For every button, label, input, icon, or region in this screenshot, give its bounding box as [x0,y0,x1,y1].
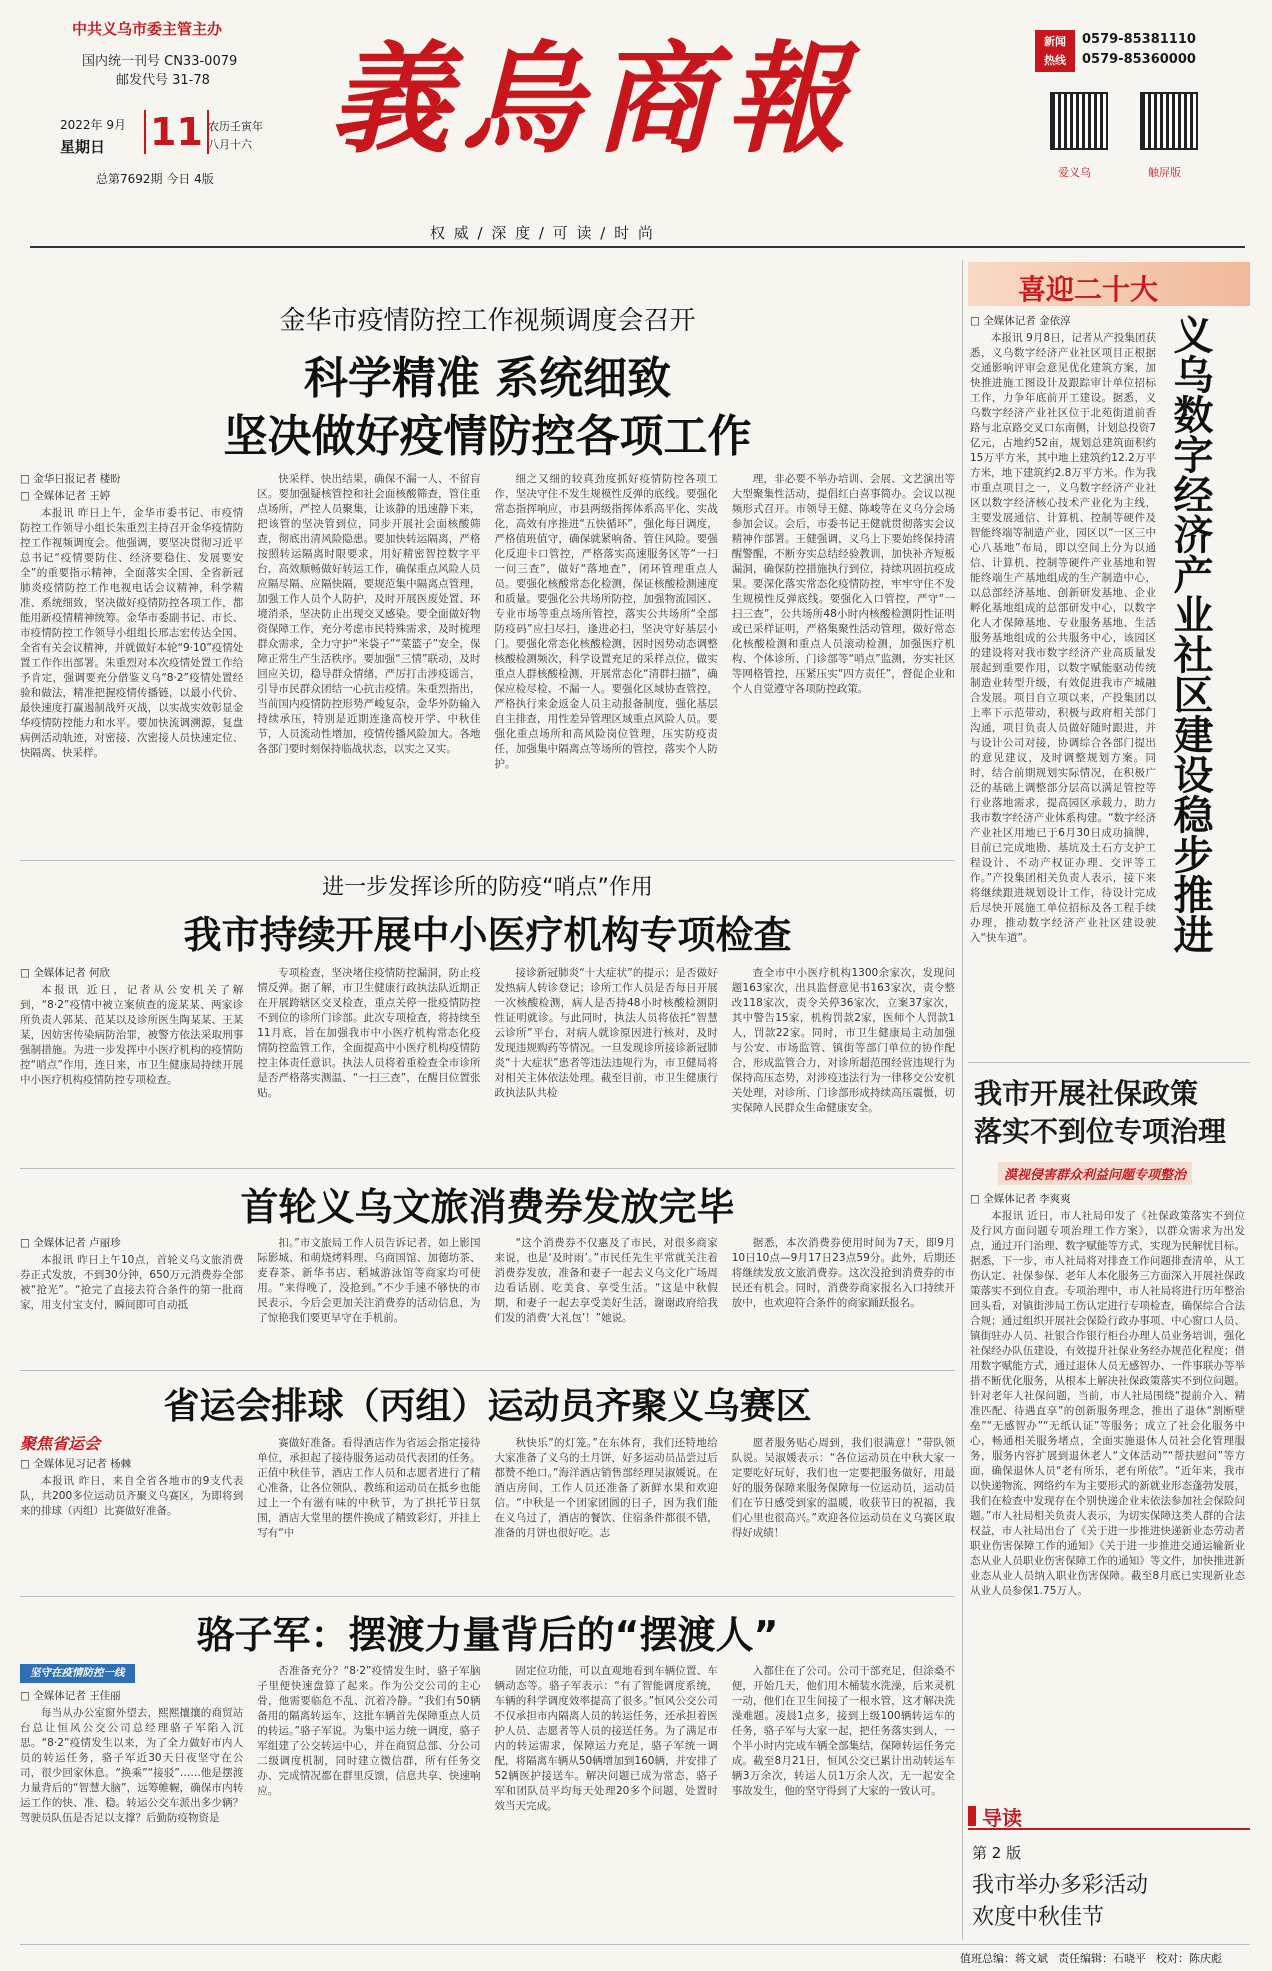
phone-1: 0579-85381110 [1082,32,1196,47]
slogan: 权 威 / 深 度 / 可 读 / 时 尚 [430,224,655,242]
newspaper-title: 義烏商報 [330,29,858,170]
byline: □ 全媒体记者 李爽爽 [970,1192,1245,1206]
cn-number: 国内统一刊号 CN33-0079 [82,54,238,69]
weekday: 星期日 [60,138,106,156]
article-paragraph: 否准备充分？“8·2”疫情发生时，骆子军脑子里便快速盘算了起来。作为公交公司的主心骨，他需要临危不乱、沉着冷静。“我们有50辆备用的隔离转运车，这批车辆首先保障重点人员的转运。”骆子军说。为集中运力统一调度，骆子军组建了公交转运中心，并在商贸总部、分公司二级调度机制，同时建立微信群，所有任务交办、完成情况都在群里反馈，信息共享、快速响应。 [257,1665,481,1797]
article-title: 科学精准 系统细致 [303,353,672,404]
footer-duty-editor: 责任编辑：石晓平 [1058,1952,1146,1965]
sponsor-line: 中共义乌市委主管主办 [72,20,223,38]
section-divider [20,860,955,861]
guide-box[interactable] [968,1802,1250,1942]
article-paragraph: 固定位功能，可以直观地看到车辆位置、车辆动态等。骆子军表示：“有了智能调度系统，车辆的科学调度效率提高了很多。”恒风公交公司不仅承担市内隔离人员的转运任务，还承担着医护人员、志愿者等人员的接送任务。为了满足市内的转运需求，保障运力充足，骆子军统一调配，将隔离车辆从50辆增加到160辆，并安排了52辆医护接送车。解决问题已成为常态，骆子军和团队员平均每天处理20多个问题，处置时效当天完成。 [494,1665,718,1812]
lunar-day: 八月十六 [208,138,252,151]
day-number: 11 [144,110,209,154]
article-body [20,1236,955,1361]
footer-editor: 值班总编：蒋文斌 [960,1952,1048,1965]
hotline-box [1035,30,1075,72]
article-paragraph: 本报讯 昨日，来自全省各地市的9支代表队，共200多位运动员齐聚义乌赛区，为即将到来的排球（丙组）比赛做好准备。 [20,1475,244,1517]
date-year-month: 2022年 9月 [60,118,126,132]
article-paragraph: 快采样、快出结果，确保不漏一人、不留盲区。要加强疑核管控和社会面核酸筛查，管住重点场所，严控人员聚集，让该静的迅速静下来，把该管的坚决管到位，同步开展社会面核酸筛查，彻底出清风险隐患。要加快转运隔离，严格按照转运隔离时限要求，用好精密智控数字平台，高效顺畅做好转运工作，确保重点风险人员应隔尽隔、应隔快隔，要规范集中隔离点管理，加强工作人员个人防护，及时开展医废处置、环境消杀，坚决防止出现交叉感染。要全面做好物资保障工作，充分考虑市民特殊需求，及时梳理群众需求，全力守护“米袋子”“菜篮子”安全，保障正常生产生活秩序。要加强“三情”联动，及时回应关切，稳导群众情绪，严厉打击涉疫谣言，引导市民群众团结一心抗击疫情。朱重烈指出，当前国内疫情防控形势严峻复杂，金华外防输入持续承压，特别是近期连逢高校开学、中秋佳节，人员流动性增加，疫情传播风险加大。各地各部门要时刻保持临战状态，以实之又实。 [257,473,481,755]
article-title: 我市持续开展中小医疗机构专项检查 [183,913,792,957]
byline: □ 全媒体记者 金依淳 [970,314,1156,328]
byline: □ 全媒体见习记者 杨棘 [20,1457,243,1471]
article-paragraph: 秋快乐”的灯笼。”在东体育，我们还特地给大家准备了义乌的土月饼，好多运动员品尝过后都赞不绝口。”海洋酒店销售部经理吴淑媛说。在酒店房间，工作人员还准备了新鲜水果和欢迎信。“中秋是一个团家团圆的日子，因为我们能在义乌过了，酒店的餐饮、住宿条件都很不错，准备的月饼也很好吃。志 [494,1437,718,1539]
footer-divider [20,1944,1250,1945]
article-body [20,1436,955,1586]
article-body [20,1664,955,1936]
article-paragraph: 据悉，本次消费券使用时间为7天，即9月10日10点—9月17日23点59分。此外，后期还将继续发放文旅消费券。这次没抢到消费券的市民还有机会。同时，消费券商家报名入口持续开放中，也欢迎符合条件的商家踊跃报名。 [731,1237,955,1309]
article-kicker: 进一步发挥诊所的防疫“哨点”作用 [322,875,653,900]
guide-header [968,1802,1250,1830]
hotline-label-1: 新闻 [1044,35,1066,48]
article-voucher [20,1176,955,1361]
article-paragraph: 细之又细的较真劲度抓好疫情防控各项工作，坚决守住不发生规模性反弹的底线。要强化常态指挥响应，市县两级指挥体系高平化、实战化，高效有序推进“五快循环”，强化每日调度，严格值班值守，确保就紧响备、管住风险。要强化反迎卡口管控，严格落实高速服务区等“一扫一问三查”，做好“落地查”，闭环管理重点人员。要强化核酸常态化检测，保证核酸检测速度和质量。要强化公共场所防控，加强物流园区、专业市场等重点场所管控，落实公共场所“全部防疫码”应扫尽扫，逢进必扫，坚决守好基层小门。要强化常态化核酸检测，因时因势动态调整核酸检测频次，科学设置充足的采样点位，做实重点人群核酸检测，开展常态化“清群扫描”，确保应检尽检、不漏一人。要强化区域协查管控，严格执行来金返金人员主动报备制度，强化基层自主排查，用性差异管理区域重点风险人员。要强化重点场所和高风险岗位管理，压实防疫责任，加强集中隔离点等场所的管控，落实个人防护。 [494,473,718,770]
article-paragraph: 专项检查，坚决堵住疫情防控漏洞，防止疫情反弹。据了解，市卫生健康行政执法队近期正在开展跨辖区交叉检查，重点关停一批疫情防控不到位的诊所门诊部。此次专项检查，将持续至11月底，旨在加强我市中小医疗机构常态化疫情防控监管工作，全面提高中小医疗机构疫情防控主体责任意识。执法人员将着重检查全市诊所是否严格落实测温、“一扫三查”，在醒目位置张贴。 [257,967,481,1099]
section-tag: 坚守在疫情防控一线 [20,1664,135,1683]
masthead [0,0,1272,250]
guide-label: 导读 [982,1806,1022,1830]
article-paragraph: 入都住在了公司。公司干部充足，但涂桑不便，开始几天，他们用木桶装水洗澡，后来灵机一动，他们在卫生间接了一根水管，这才解决洗澡难题。凌晨1点多，接到上级100辆转运车的任务，骆子军与大家一起，把任务落实到人，一个半小时内完成车辆全部集结，保障转运任务完成。截至8月21日，恒风公交已累计出动转运车辆3万余次，转运人员1万余人次，无一起安全事故发生，他的坚守得到了大家的一致认可。 [731,1665,955,1797]
article-title: 坚决做好疫情防控各项工作 [223,411,752,462]
article-body [20,966,955,1156]
article-paragraph: 本报讯 9月8日，记者从产投集团获悉，义乌数字经济产业社区项目正根据交通影响评审会意见优化建筑方案，加快推进施工图设计及跟踪审计单位招标工作，力争年底前开工建设。据悉，义乌数字经济产业社区位于北苑街道前香路与北京路交叉口东南侧，计划总投资7亿元，占地约52亩，规划总建筑面积约15万平方米，其中地上建筑约12.2万平方米，地下建筑约2.8万平方米。作为我市重点项目之一，义乌数字经济产业社区以数字经济核心技术产业化为主线，主要发展通信、计算机、控制等硬件及智能终端等制造产业，园区以“一区三中心八基地”布局，即以空间上分为以通信、计算机、控制等硬件产业基地和智能终端生产基地组成的生产制造中心，以总部经济基地、创新研发基地、企业孵化基地组成的总部研发中心，以数字化人才保障基地、专业服务基地、生活服务基地组成的公共服务中心，该园区的建设将对我市数字经济产业高质量发展起到重要作用，以数字赋能驱动传统制造业转型升级，有效促进我市产城融合发展。项目自立项以来，产投集团以上率下示范带动，积极与政府相关部门沟通，项目负责人员做好随时跟进，并与设计公司对接，协调综合各部门提出的意见建议，及时调整规划方案。同时，结合前期规划实际情况，在积极广泛的基础上调整部分层高以满足管控等行业落地需求，提高园区承载力，助力我市数字经济产业体系构建。“数字经济产业社区用地已于6月30日成功摘牌，目前已完成地勘、基坑及土石方支护工程设计、不动产权证办理、交评等工作。”产投集团相关负责人表示，接下来将继续跟进规划设计工作，待设计完成后尽快开展施工单位招标及各工程手续办理，推动数字经济产业社区建设驶入“快车道”。 [970,332,1156,944]
article-title: 省运会排球（丙组）运动员齐聚义乌赛区 [163,1386,812,1427]
article-title: 我市开展社保政策 [974,1077,1199,1110]
qr-label-1: 爱义乌 [1058,166,1091,179]
section-divider [20,1370,955,1371]
article-body [20,472,955,842]
article-title: 首轮义乌文旅消费券发放完毕 [240,1185,735,1229]
guide-marker-icon [968,1806,976,1826]
date-box [60,112,272,160]
hotline-label-2: 热线 [1044,54,1066,67]
right-column [968,262,1250,1942]
section-tag: 聚焦省运会 [20,1436,101,1453]
section-divider [968,1062,1250,1063]
article-paragraph: 扣。”市文旅局工作人员告诉记者，如上影国际影城、和萌烧烤料理、乌商国馆、加德坊茶、麦春茶、新华书店、稻城游泳馆等商家均可使用。“来得晚了，没抢到。”不少手速不够快的市民表示，今后会更加关注消费券的活动信息，为了惊艳我们要更早守在手机前。 [257,1237,481,1324]
byline: □ 全媒体记者 王婷 [20,489,243,503]
article-body [970,1192,1245,1722]
byline: □ 金华日报记者 楼盼 [20,472,243,486]
article-epidemic-meeting [20,300,955,845]
byline: □ 全媒体记者 王佳丽 [20,1689,243,1703]
section-tag: 喜迎二十大 [1018,273,1159,306]
qr-code-icon[interactable] [1050,92,1108,150]
article-volleyball [20,1378,955,1588]
section-tag: 漠视侵害群众利益问题专项整治 [998,1162,1192,1185]
article-paragraph: 本报讯 近日，市人社局印发了《社保政策落实不到位及行风方面问题专项治理工作方案》，以群众需求为出发点，通过开门治理、数字赋能等方式，实现为民解忧目标。据悉，下一步，市人社局将对排查工作问题排查清单，从工伤认定、社保参保、老年人本化服务三方面深入开展社保政策落实不到位自查。专项治理中，市人社局将进行历年整治回头看，对镇街涉局工伤认定进行专项检查，确保综合合法合规；通过组织开展社会保险行政办事项、中心窗口人员、镇街驻办人员、社银合作银行柜台办理人员业务培训，强化社保经办队伍建设，有效提升社保业务经办规范化程度；借用数字赋能方式，通过退休人员无感智办、一件事联办等举措不断优化服务，从根本上解决社保政策落实不到位问题。针对老年人社保问题，当前，市人社局围绕“提前介入、精准匹配、待遇直享”的创新服务理念，推出了退休“割断壁垒”“无感智办”“无纸认证”等服务；成立了社会化服务中心，畅通相关服务堵点，全面实施退休人员社会化管理服务，服务内容扩展到退休老人“文体活动”“帮扶慰问”等方面，确保退休人员“老有所乐，老有所依”。“近年来，我市以快递物流、网络约车为主要形式的新就业形态蓬勃发展，我们在检查中发现存在个别快递企业未依法参加社会保险问题。”市人社局相关负责人表示，为切实保障这类人群的合法权益，市人社局出台了《关于进一步推进快递新业态劳动者职业伤害保障工作的通知》《关于进一步推进交通运输新业态从业人员职业伤害保障工作的通知》等文件，加快推进新业态从业人员纳入职业伤害保障。截至8月底已实现新业态从业人员参保1.75万人。 [970,1210,1245,1597]
footer-proofreader: 校对：陈庆彪 [1156,1952,1222,1965]
masthead-divider [30,246,1245,248]
byline: □ 全媒体记者 卢丽珍 [20,1236,243,1250]
article-paragraph: “这个消费券不仅惠及了市民，对很多商家来说，也是‘及时雨’。”市民任先生平常就关注着消费券发放，准备和妻子一起去义乌文化广场周边看话剧、吃美食、享受生活。“这是中秋假期，和妻子一起去享受美好生活，谢谢政府给我们发的消费‘大礼包’！”她说。 [494,1237,718,1324]
article-clinic-inspection [20,870,955,1160]
footer [960,1950,1250,1966]
article-paragraph: 理，非必要不举办培训、会展、文艺演出等大型聚集性活动，提倡红白喜事简办。会议以视频形式召开。市领导王健、陈峻等在义乌分会场参加会议。会后，市委书记王健就贯彻落实会议精神作部署。王健强调，义乌上下要始终保持清醒警醒，不断夯实总结经验教训，加快补齐短板漏洞，确保防控措施执行到位，持续巩固抗疫成果。要深化落实常态化疫情防控，牢牢守住不发生规模性反弹底线。要强化入口管控，严守“一扫三查”，公共场所48小时内核酸检测阴性证明或已采样证明，严格集聚性活动管理，做好常态化核酸检测和重点人员滚动检测，加强医疗机构、个体诊所、门诊部等“哨点”监测，夯实社区等网格管控，压紧压实“四方责任”，督促企业和个人自觉遵守各项防控政策。 [731,473,955,695]
article-kicker: 金华市疫情防控工作视频调度会召开 [279,306,696,336]
byline: □ 全媒体记者 何欣 [20,966,243,980]
feature-article-title: 义乌数字经济产业社区建设稳步推进 [1167,314,1213,954]
guide-title[interactable]: 我市举办多彩活动 [972,1873,1149,1898]
article-paragraph: 每当从办公室窗外望去，熙熙攘攘的商贸站台总让恒风公交公司总经理骆子军陷入沉思。“8·2”疫情发生以来，为了全力做好市内人员的转运任务，骆子军近30天日夜坚守在公司，很少回家休息。“换乘”“接驳”……他是摆渡力量背后的“智慧大脑”，远筹帷幄，确保市内转运工作的快、准、稳。转运公交车派出多少辆？驾驶员队伍是否足以支撑？后勤防疫物资是 [20,1707,244,1824]
qr-label-2: 触屏版 [1148,166,1181,179]
section-divider [20,1596,955,1597]
guide-page: 第 2 版 [972,1844,1022,1862]
article-paragraph: 本报讯 昨日上午10点，首轮义乌文旅消费券正式发放，不到30分钟，650万元消费券全部被“抢光”。“抢完了直接去符合条件的第一批商家，用支付宝支付，瞬间即可自动抵 [20,1254,244,1311]
article-paragraph: 接诊新冠肺炎“十大症状”的提示；是否做好发热病人转诊登记；诊所工作人员是否每日开展一次核酸检测，病人是否持48小时核酸检测阴性证明就诊。与此同时，执法人员将依托“智慧云诊所”平台，对病人就诊原因进行核对，及时发现违规购药等情况。一旦发现诊所接诊新冠肺炎“十大症状”患者等违法违规行为，市卫健局将对相关主体依法处理。截至目前，市卫生健康行政执法队共检 [494,967,718,1099]
issue-number: 总第7692期 今日 4版 [96,172,214,186]
article-paragraph: 本报讯 昨日上午，金华市委书记、市疫情防控工作领导小组长朱重烈主持召开金华疫情防控工作视频调度会。他强调，要坚决贯彻习近平总书记“疫情要防住、经济要稳住、发展要安全”的重要指示精神，全面落实全国、全省新冠肺炎疫情防控工作电视电话会议精神，科学精准、系统细致，坚决做好疫情防控各项工作，都能用新疫情精神统筹。金华市委副书记、市长、市疫情防控工作领导小组组长邢志宏传达全国、全省有关会议精神，并就做好本轮“9·10”疫情处置工作作出部署。朱重烈对本次疫情处置工作给予肯定，强调要充分借鉴义乌“8·2”疫情处置经验和做法，精准把握疫情传播链，以最小代价、最快速度打赢遏制战歼灭战，以实战实效彰显金华疫情防控能力和水平。要加快流调溯源，复盘病例活动轨迹，对密接、次密接人员快速定位、快隔离、快采样。 [20,507,244,759]
phone-2: 0579-85360000 [1082,52,1196,67]
guide-title[interactable]: 欢度中秋佳节 [972,1905,1105,1930]
article-title: 落实不到位专项治理 [974,1115,1227,1148]
section-tag-wrap [20,1664,243,1683]
column-divider [962,260,963,1940]
article-title: 骆子军：摆渡力量背后的“摆渡人” [196,1613,779,1657]
post-code: 邮发代号 31-78 [116,73,210,88]
article-bus-manager [20,1604,955,1939]
article-paragraph: 本报讯 近日，记者从公安机关了解到，“8·2”疫情中被立案侦查的庞某某、两家诊所负责人郭某、范某以及诊所医生陶某某、王某某，因妨害传染病防治罪，被警方依法采取刑事强制措施。为进一步发挥中小医疗机构的疫情防控“哨点”作用，连日来，市卫生健康局持续开展中小医疗机构疫情防控专项检查。 [20,984,244,1086]
article-paragraph: 查全市中小医疗机构1300余家次，发现问题163家次，出具监督意见书163家次，责令整改118家次，责令关停36家次，立案37家次，其中警告15家，机构罚款2家，医师个人罚款1人，罚款22家。同时，市卫生健康局主动加强与公安、市场监管、镇街等部门单位的协作配合，形成监管合力，对诊所超范围经营违规行为保持高压态势，对涉疫违法行为一律移交公安机关处理，对诊所、门诊部形成持续高压震慑，切实保障人民群众生命健康安全。 [731,967,955,1114]
article-paragraph: 赛做好准备。看得酒店作为省运会指定接待单位，承担起了接待服务运动员代表团的任务。正值中秋佳节，酒店工作人员和志愿者进行了精心准备，让各位领队、教练和运动员在抵乡也能过上一个有滋有味的中秋节，为了拱托节日氛围，酒店大堂里的摆件换成了精致彩灯，并挂上写有“中 [257,1437,481,1539]
qr-code-icon[interactable] [1140,92,1198,150]
section-divider [20,1168,955,1169]
article-paragraph: 愿者服务贴心周到，我们很满意！”带队领队说。吴淑媛表示：“各位运动员在中秋大家一定要吃好玩好，我们也一定要把服务做好，用最好的服务保障来服务保障每一位运动员，运动员们在节日感受到家的温暖，收获节日的祝福，我们心里也很高兴。”欢迎各位运动员在义乌赛区取得好成绩！ [731,1437,955,1539]
feature-article-body [970,314,1156,1054]
lunar-year: 农历壬寅年 [208,120,263,133]
